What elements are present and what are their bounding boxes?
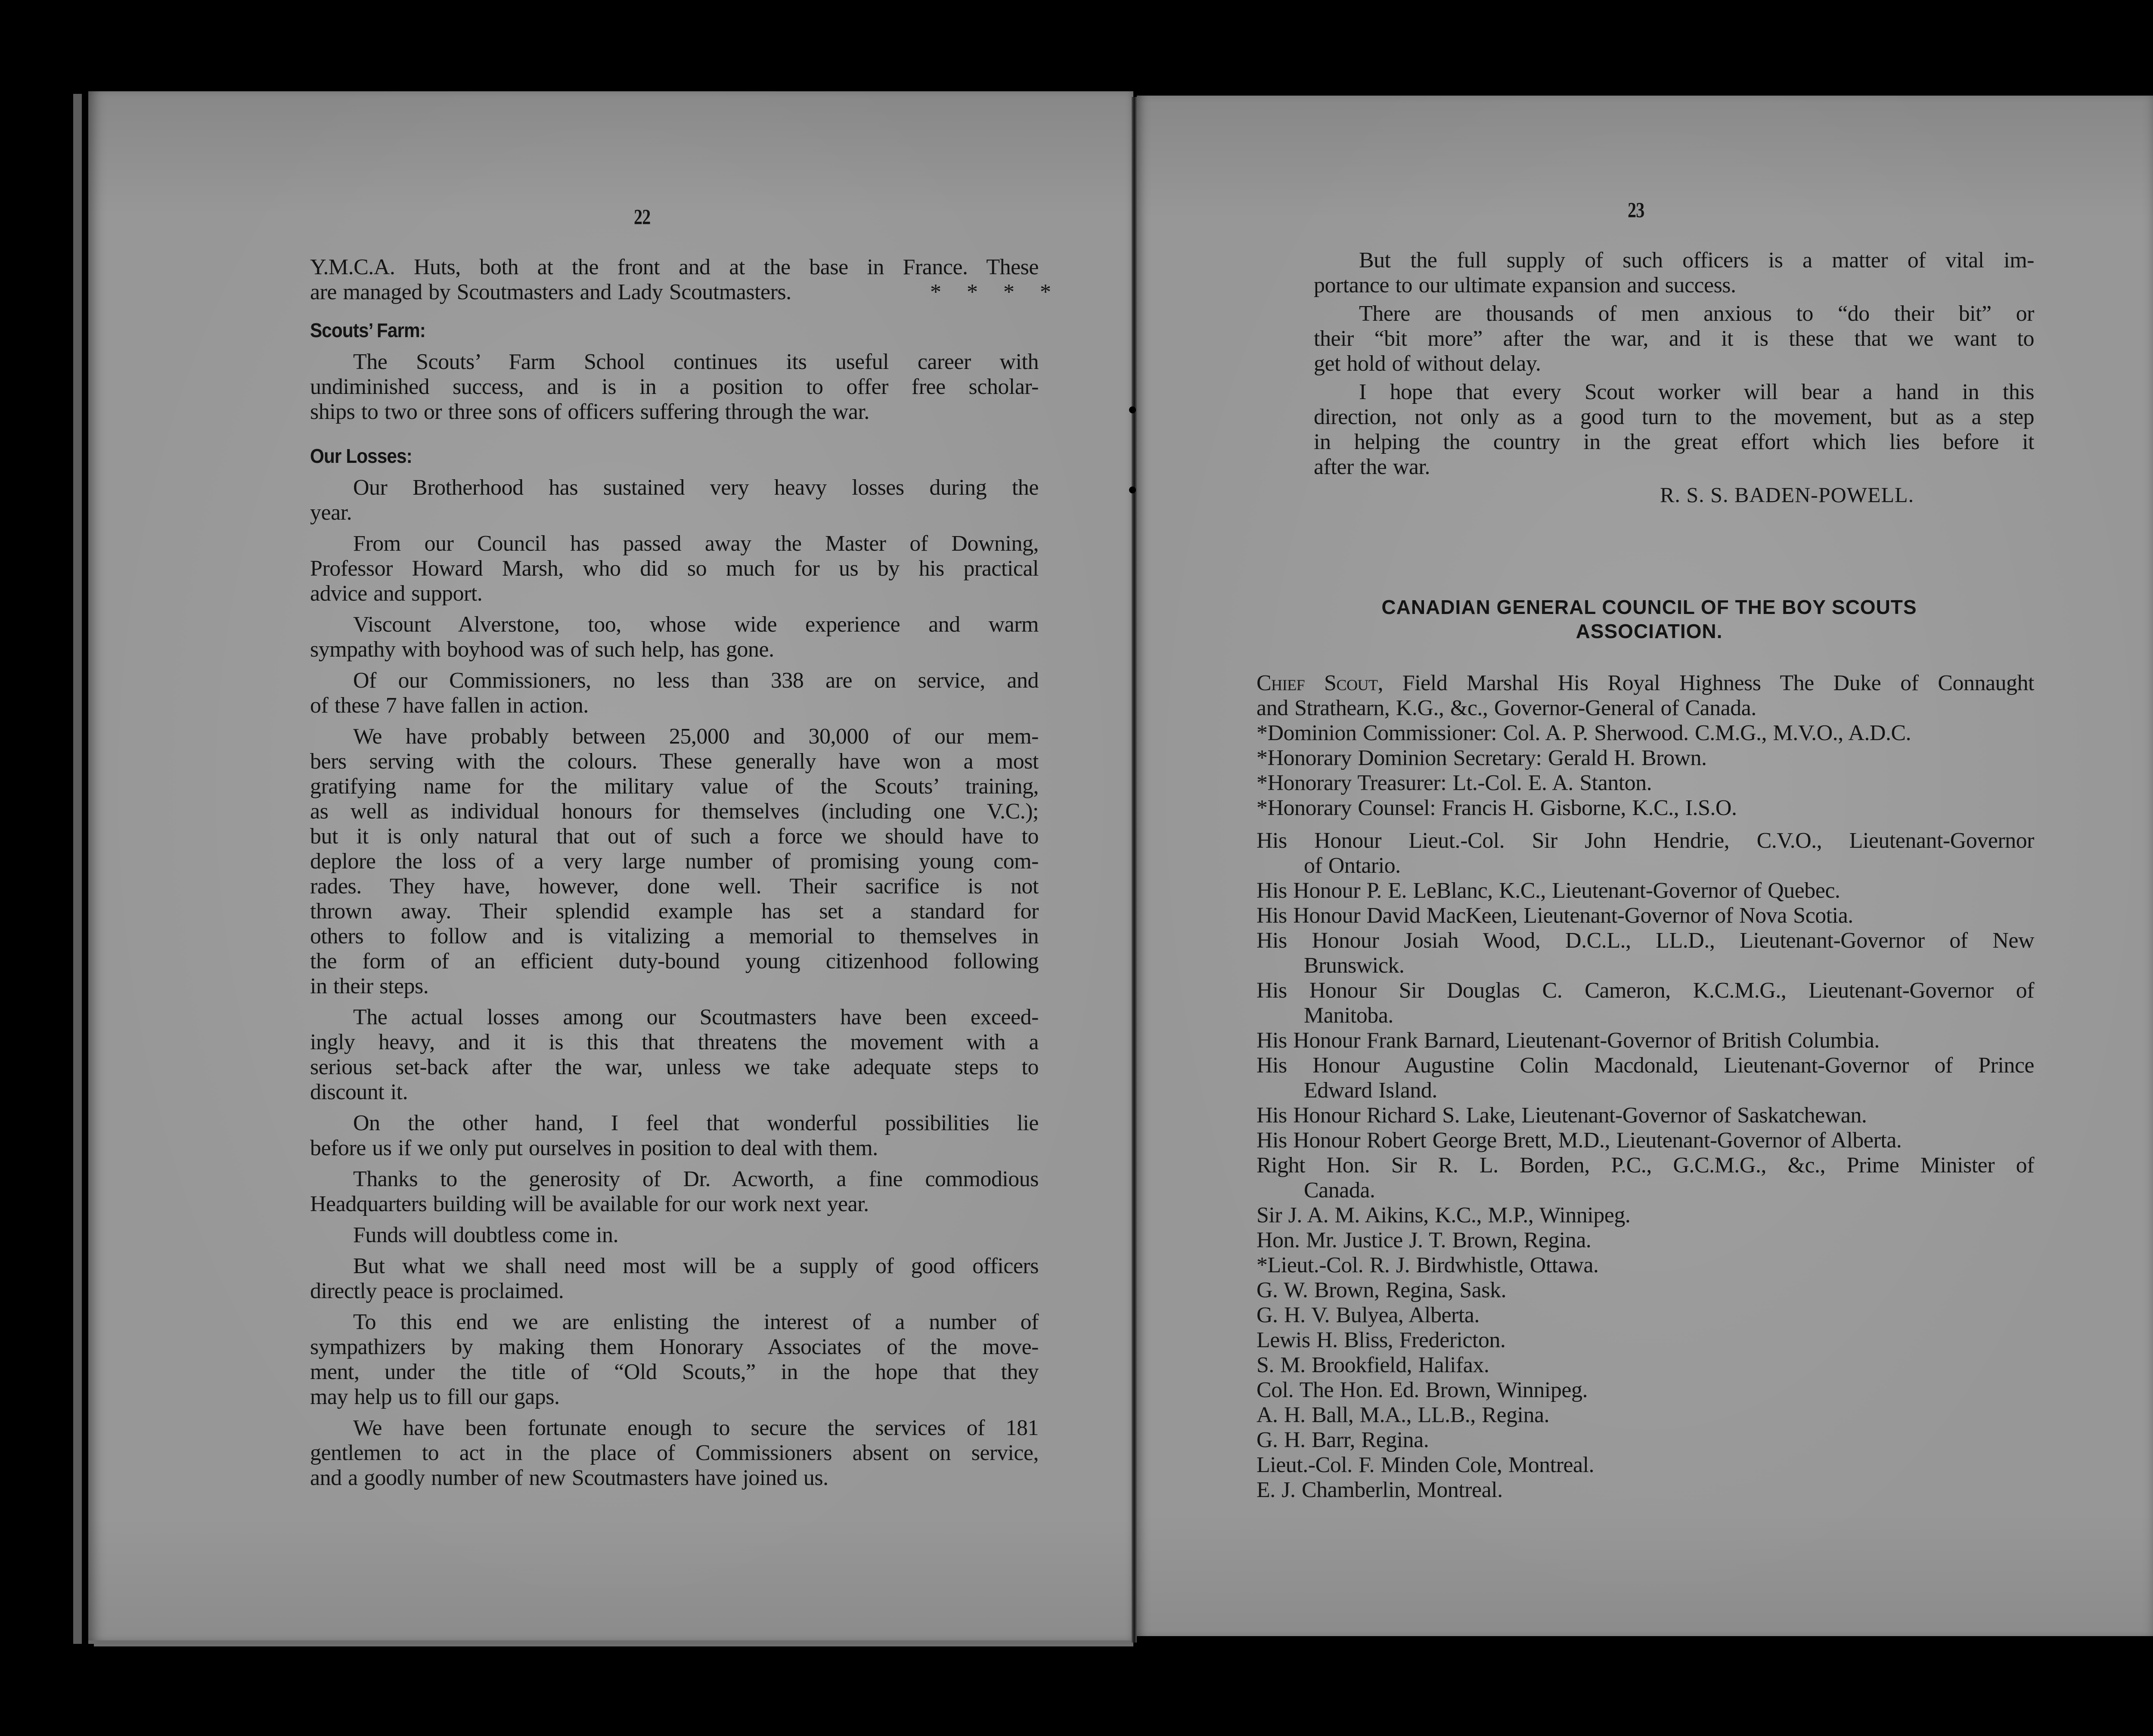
section-break-ornament: * * * * [930,280,1061,304]
paragraph-line: before us if we only put ourselves in position to deal with them. [310,1136,878,1160]
council-member-line: Right Hon. Sir R. L. Borden, P.C., G.C.M.G., &c., Prime Minister of [1256,1153,2034,1178]
paragraph-line: Headquarters building will be available for our work next year. [310,1192,869,1216]
council-member-line: Lewis H. Bliss, Fredericton. [1256,1328,1506,1352]
council-member-line: *Lieut.-Col. R. J. Birdwhistle, Ottawa. [1256,1253,1599,1277]
paragraph-line: But what we shall need most will be a supply of good officers [353,1254,1039,1278]
paragraph-line: Thanks to the generosity of Dr. Acworth, a fine commodious [353,1167,1039,1191]
paragraph-line: may help us to fill our gaps. [310,1385,560,1409]
paragraph-line: in their steps. [310,974,429,998]
paragraph-line: after the war. [1314,455,1430,479]
paragraph-line: and a goodly number of new Scoutmasters have joined us. [310,1466,828,1490]
continuation-line: Y.M.C.A. Huts, both at the front and at the base in France. These [310,255,1039,279]
paragraph-line: get hold of without delay. [1314,351,1541,376]
council-member-line: His Honour Richard S. Lake, Lieutenant-Governor of Saskatchewan. [1256,1103,1867,1128]
council-member-line: His Honour Sir Douglas C. Cameron, K.C.M.G., Lieutenant-Governor of [1256,978,2034,1003]
paragraph-line: but it is only natural that out of such a force we should have to [310,824,1039,849]
section-heading: Our Losses: [310,445,412,467]
chief-scout-line: and Strathearn, K.G., &c., Governor-General of Canada. [1256,696,1756,720]
council-member-line: Edward Island. [1304,1078,1437,1103]
officer-line: *Dominion Commissioner: Col. A. P. Sherwood. C.M.G., M.V.O., A.D.C. [1256,721,1911,745]
book-gutter [1132,97,1137,1643]
council-member-line: Hon. Mr. Justice J. T. Brown, Regina. [1256,1228,1591,1252]
paragraph-line: gratifying name for the military value of the Scouts’ training, [310,774,1039,799]
paragraph-line: The actual losses among our Scoutmasters have been exceed- [353,1005,1039,1029]
paragraph-line: sympathy with boyhood was of such help, has gone. [310,637,774,662]
paragraph-line: of these 7 have fallen in action. [310,693,589,718]
council-member-line: E. J. Chamberlin, Montreal. [1256,1478,1503,1502]
council-member-line: G. H. V. Bulyea, Alberta. [1256,1303,1480,1327]
paragraph-line: The Scouts’ Farm School continues its useful career with [353,350,1039,374]
paragraph-line: gentlemen to act in the place of Commissioners absent on service, [310,1441,1039,1465]
council-member-line: Canada. [1304,1178,1375,1203]
paragraph-line: their “bit more” after the war, and it is these that we want to [1314,326,2034,351]
council-member-line: His Honour Josiah Wood, D.C.L., LL.D., Lieutenant-Governor of New [1256,928,2034,953]
chief-scout-label: Chief Scout, [1256,671,1383,695]
paragraph-line: sympathizers by making them Honorary Associates of the move- [310,1335,1039,1359]
section-heading: Scouts’ Farm: [310,319,425,341]
council-member-line: Manitoba. [1304,1003,1393,1028]
paragraph-line: serious set-back after the war, unless we take adequate steps to [310,1055,1039,1079]
chief-scout-line [1256,671,2034,696]
paragraph-line: ships to two or three sons of officers suffering through the war. [310,400,869,424]
paragraph-line: I hope that every Scout worker will bear a hand in this [1359,380,2034,404]
page-number-right: 23 [1628,198,1644,222]
staple-mark-icon [1129,406,1136,413]
council-member-line: G. W. Brown, Regina, Sask. [1256,1278,1506,1302]
council-member-line: Col. The Hon. Ed. Brown, Winnipeg. [1256,1378,1588,1402]
officer-line: *Honorary Counsel: Francis H. Gisborne, K.C., I.S.O. [1256,796,1737,820]
council-member-line: of Ontario. [1304,853,1401,878]
paragraph-line: We have been fortunate enough to secure the services of 181 [353,1416,1039,1440]
paragraph-line: directly peace is proclaimed. [310,1279,564,1303]
paragraph-line: deplore the loss of a very large number of promising young com- [310,849,1039,874]
paragraph-line: discount it. [310,1080,408,1104]
council-member-line: His Honour P. E. LeBlanc, K.C., Lieutenant-Governor of Quebec. [1256,878,1840,903]
paragraph-line: But the full supply of such officers is a matter of vital im- [1359,248,2034,273]
council-member-line: S. M. Brookfield, Halifax. [1256,1353,1489,1377]
paragraph-line: ment, under the title of “Old Scouts,” in the hope that they [310,1360,1039,1384]
paragraph-line: year. [310,500,352,525]
paragraph-line: rades. They have, however, done well. Their sacrifice is not [310,874,1039,899]
paragraph-line: There are thousands of men anxious to “do their bit” or [1359,301,2034,326]
paragraph-line: as well as individual honours for themselves (including one V.C.); [310,799,1039,824]
council-member-line: His Honour Frank Barnard, Lieutenant-Governor of British Columbia. [1256,1028,1880,1053]
council-member-line: His Honour Lieut.-Col. Sir John Hendrie, C.V.O., Lieutenant-Governor [1256,828,2034,853]
council-title: ASSOCIATION. [1576,620,1723,642]
officer-line: *Honorary Dominion Secretary: Gerald H. Brown. [1256,746,1707,770]
paragraph-line: the form of an efficient duty-bound young citizenhood following [310,949,1039,973]
chief-scout-name: Field Marshal His Royal Highness The Duke of Connaught [1383,671,2034,695]
council-member-line: Brunswick. [1304,953,1405,978]
author-signature: R. S. S. BADEN-POWELL. [1660,483,1914,507]
paragraph-line: On the other hand, I feel that wonderful possibilities lie [353,1111,1039,1135]
council-title: CANADIAN GENERAL COUNCIL OF THE BOY SCOUTS [1381,596,1917,618]
staple-mark-icon [1129,487,1136,493]
council-member-line: Sir J. A. M. Aikins, K.C., M.P., Winnipeg. [1256,1203,1631,1228]
council-member-line: G. H. Barr, Regina. [1256,1428,1429,1452]
paragraph-line: thrown away. Their splendid example has set a standard for [310,899,1039,924]
paragraph-line: portance to our ultimate expansion and success. [1314,273,1736,298]
paragraph-line: others to follow and is vitalizing a memorial to themselves in [310,924,1039,949]
paragraph-line: ingly heavy, and it is this that threatens the movement with a [310,1030,1039,1054]
council-member-line: Lieut.-Col. F. Minden Cole, Montreal. [1256,1453,1595,1477]
paragraph-line: Funds will doubtless come in. [353,1223,619,1247]
officer-line: *Honorary Treasurer: Lt.-Col. E. A. Stanton. [1256,771,1652,795]
continuation-line: are managed by Scoutmasters and Lady Scoutmasters. [310,280,791,304]
paragraph-line: Our Brotherhood has sustained very heavy losses during the [353,475,1039,500]
council-member-line: His Honour David MacKeen, Lieutenant-Governor of Nova Scotia. [1256,903,1853,928]
council-member-line: His Honour Augustine Colin Macdonald, Lieutenant-Governor of Prince [1256,1053,2034,1078]
paragraph-line: Viscount Alverstone, too, whose wide experience and warm [353,612,1039,637]
left-page-edge [73,94,82,1644]
paragraph-line: advice and support. [310,581,483,606]
paragraph-line: direction, not only as a good turn to the movement, but as a step [1314,405,2034,429]
paragraph-line: undiminished success, and is in a position to offer free scholar- [310,375,1039,399]
paragraph-line: Of our Commissioners, no less than 338 are on service, and [353,668,1039,693]
paragraph-line: in helping the country in the great effort which lies before it [1314,430,2034,454]
paragraph-line: We have probably between 25,000 and 30,000 of our mem- [353,724,1039,749]
paragraph-line: From our Council has passed away the Master of Downing, [353,531,1039,556]
council-member-line: A. H. Ball, M.A., LL.B., Regina. [1256,1403,1550,1427]
paragraph-line: bers serving with the colours. These generally have won a most [310,749,1039,774]
page-number-left: 22 [634,205,651,229]
paragraph-line: To this end we are enlisting the interest of a number of [353,1310,1039,1334]
paragraph-line: Professor Howard Marsh, who did so much for us by his practical [310,556,1039,581]
council-member-line: His Honour Robert George Brett, M.D., Lieutenant-Governor of Alberta. [1256,1128,1902,1153]
